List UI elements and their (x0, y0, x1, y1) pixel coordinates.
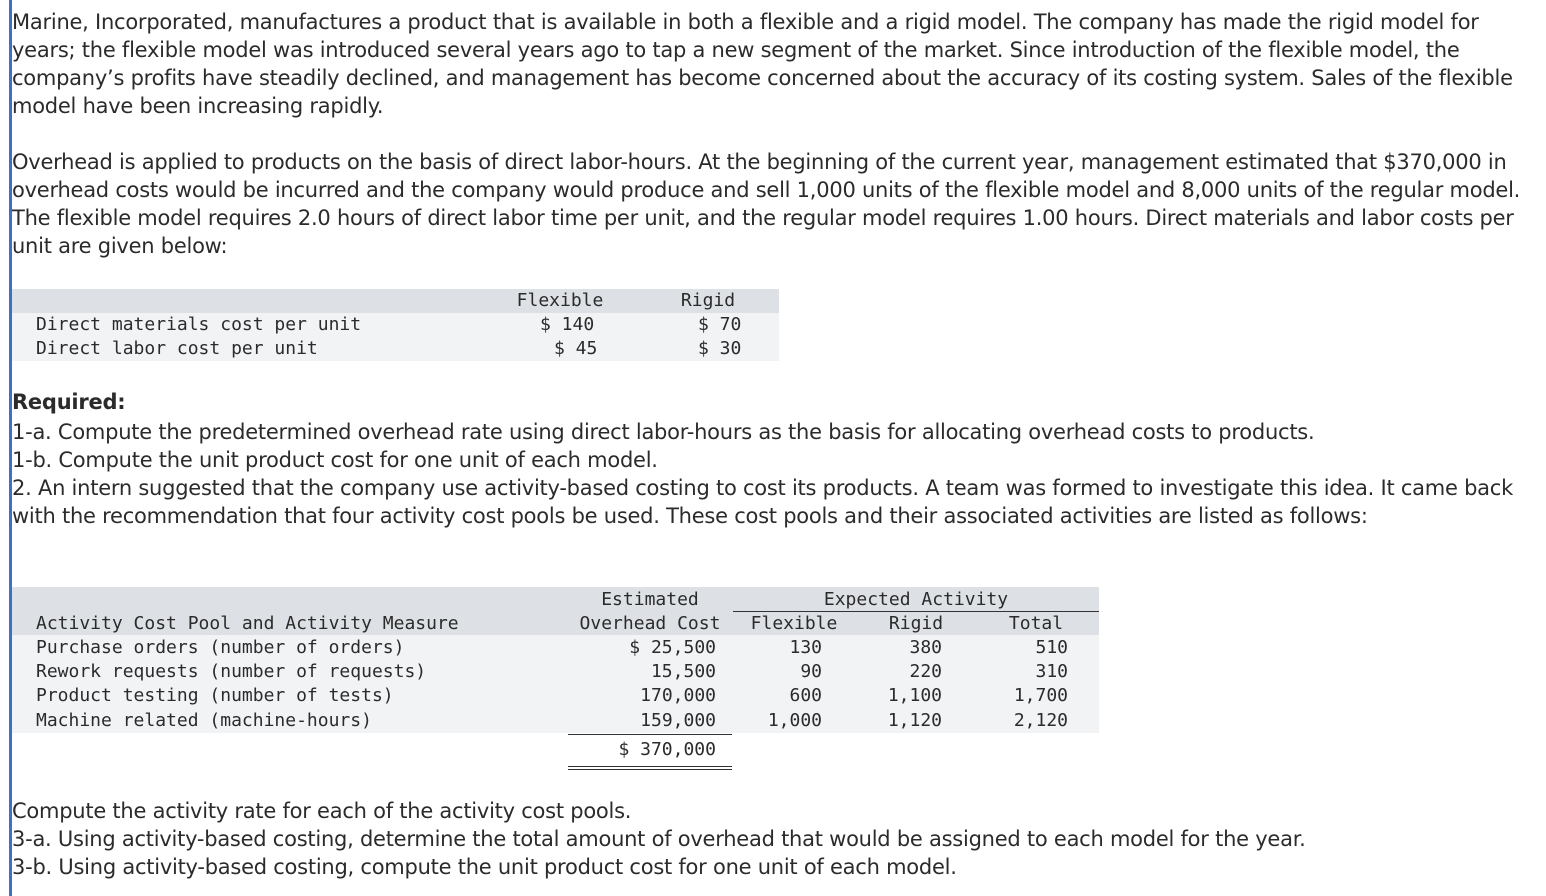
activity-rigid: 1,100 (887, 685, 942, 706)
cost-row-label: Direct labor cost per unit (36, 338, 318, 359)
total-cost-double-rule-1 (568, 766, 732, 767)
overhead-paragraph: Overhead is applied to products on the basis of direct labor-hours. At the beginning of the current year, management estimated that $370,000 in overhead costs would be incurred and the company would produce and sell 1,000 units of the flexible model and 8,000 units of the regular model. The flexible model requires 2.0 hours of direct labor time per unit, and the regular model requires 1.00 hours. Direct materials and labor costs per unit are given below: (12, 150, 1521, 258)
header-rigid: Rigid (888, 613, 944, 634)
required-item-1b: 1-b. Compute the unit product cost for one unit of each model. (12, 448, 658, 472)
activity-flexible: 130 (789, 637, 822, 658)
activity-total-cost: $ 370,000 (618, 739, 716, 760)
header-total: Total (1008, 613, 1064, 634)
header-estimated: Estimated (601, 589, 699, 610)
cost-row-flexible: $ 45 (554, 338, 598, 359)
activity-total: 510 (1035, 637, 1068, 658)
activity-rigid: 380 (909, 637, 942, 658)
cost-row-rigid: $ 30 (698, 338, 742, 359)
cost-row-rigid: $ 70 (698, 314, 742, 335)
activity-pool: Product testing (number of tests) (36, 685, 394, 706)
activity-flexible: 90 (800, 661, 822, 682)
cost-header-flexible: Flexible (516, 290, 604, 311)
activity-total: 1,700 (1013, 685, 1068, 706)
activity-pool: Purchase orders (number of orders) (36, 637, 405, 658)
activity-flexible: 600 (789, 685, 822, 706)
cost-row-label: Direct materials cost per unit (36, 314, 362, 335)
header-pool: Activity Cost Pool and Activity Measure (36, 613, 459, 634)
required-item-2: 2. An intern suggested that the company use activity-based costing to cost its products. A team was formed to investigate this idea. It came back with the recommendation that four activity cost pools be used. These cost pools and their associated activities are listed as follows: (12, 476, 1514, 528)
header-overhead-cost: Overhead Cost (579, 613, 721, 634)
activity-pool: Rework requests (number of requests) (36, 661, 427, 682)
header-expected-activity: Expected Activity (823, 589, 1009, 610)
activity-total: 2,120 (1013, 710, 1068, 731)
activity-rigid: 220 (909, 661, 942, 682)
final-item-activity-rate: Compute the activity rate for each of the activity cost pools. (12, 799, 632, 823)
activity-pool: Machine related (machine-hours) (36, 710, 372, 731)
header-flexible: Flexible (750, 613, 838, 634)
activity-cost: $ 25,500 (629, 637, 716, 658)
required-title: Required: (12, 390, 126, 414)
final-item-3a: 3-a. Using activity-based costing, determine the total amount of overhead that would be assigned to each model for the year. (12, 827, 1306, 851)
activity-cost: 170,000 (640, 685, 716, 706)
cost-row-flexible: $ 140 (540, 314, 595, 335)
cost-header-rigid: Rigid (680, 290, 736, 311)
intro-paragraph: Marine, Incorporated, manufactures a product that is available in both a flexible and a rigid model. The company has made the rigid model for years; the flexible model was introduced several years ago to tap a new segment of the market. Since introduction of the flexible model, the company’s profits have steadily declined, and management has become concerned about the accuracy of its costing system. Sales of the flexible model have been increasing rapidly. (12, 10, 1513, 118)
required-item-1a: 1-a. Compute the predetermined overhead rate using direct labor-hours as the basis for allocating overhead costs to products. (12, 420, 1315, 444)
activity-rigid: 1,120 (887, 710, 942, 731)
activity-total: 310 (1035, 661, 1068, 682)
activity-cost: 15,500 (650, 661, 716, 682)
total-cost-top-rule (568, 734, 732, 735)
final-item-3b: 3-b. Using activity-based costing, compute the unit product cost for one unit of each model. (12, 855, 957, 879)
activity-cost: 159,000 (640, 710, 716, 731)
total-cost-double-rule-2 (568, 769, 732, 770)
activity-flexible: 1,000 (767, 710, 822, 731)
